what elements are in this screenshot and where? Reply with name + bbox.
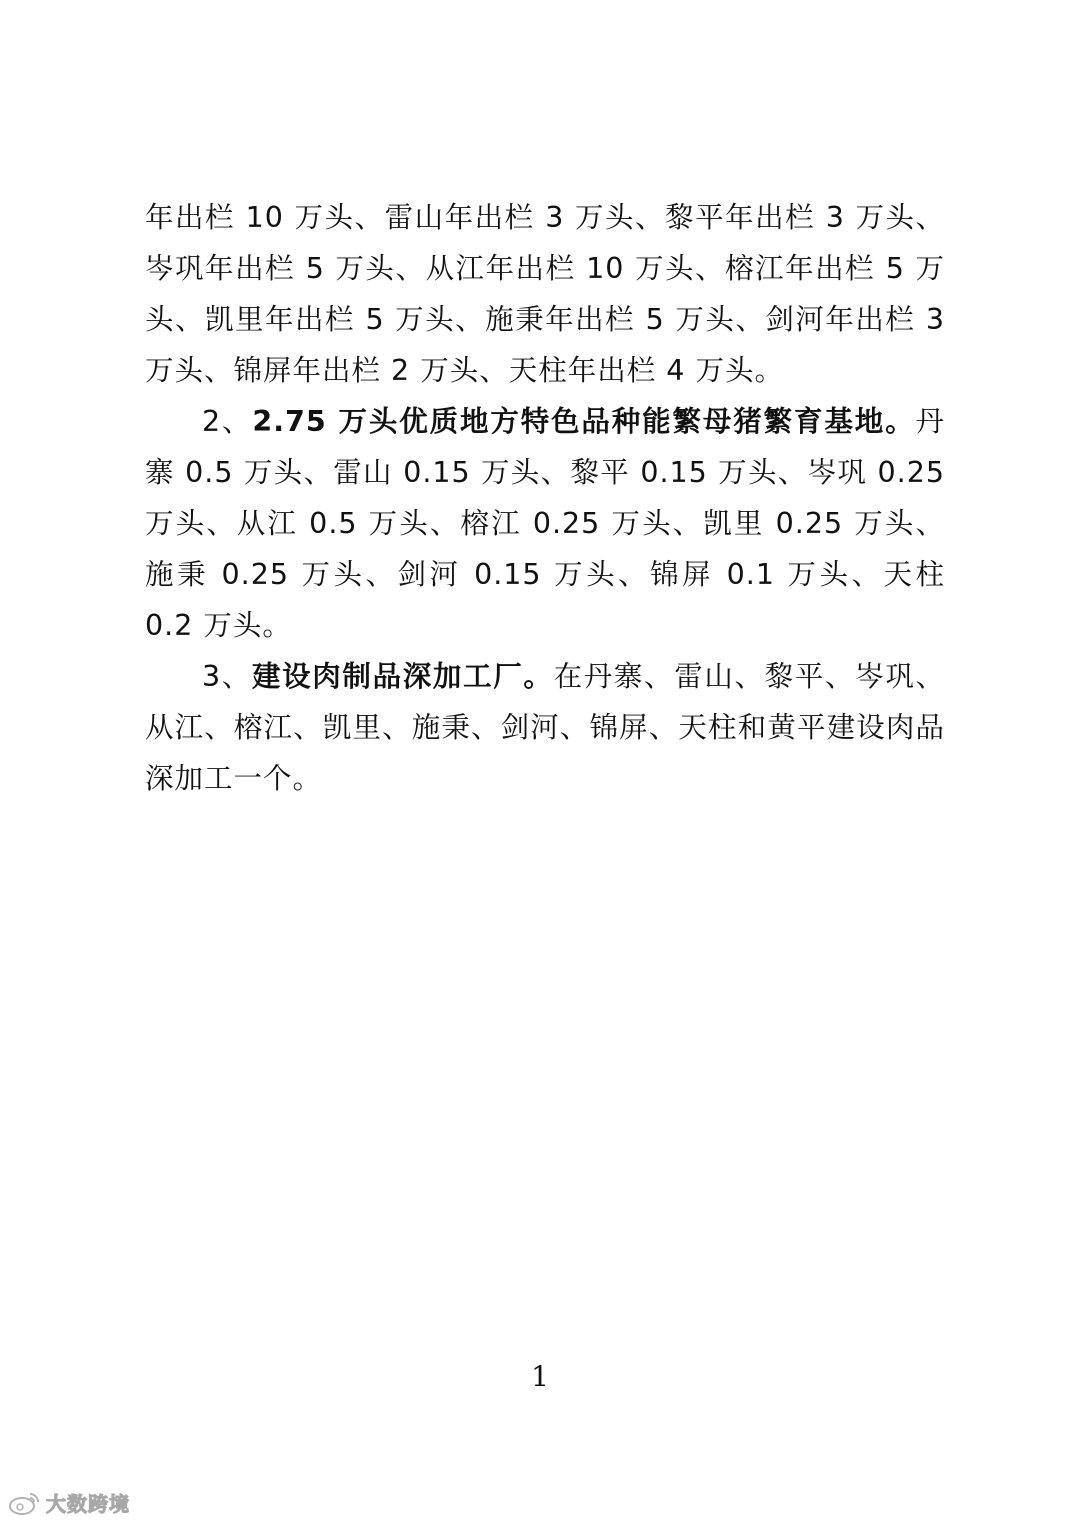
paragraph-lead-number: 3、 xyxy=(202,660,252,693)
paragraph-text: 年出栏 10 万头、雷山年出栏 3 万头、黎平年出栏 3 万头、岑巩年出栏 5 万头、从江年出栏 10 万头、榕江年出栏 5 万头、凯里年出栏 5 万头、施秉年出栏 5 万头、剑河年出栏 3 万头、锦屏年出栏 2 万头、天柱年出栏 4 万头。 xyxy=(145,201,945,387)
paragraph-breeding-base xyxy=(145,396,945,651)
paragraph-heading: 2.75 万头优质地方特色品种能繁母猪繁育基地。 xyxy=(252,405,916,438)
watermark-text: 大数跨境 xyxy=(46,1492,130,1516)
weibo-logo-icon xyxy=(8,1490,42,1516)
paragraph-heading: 建设肉制品深加工厂。 xyxy=(251,660,554,693)
paragraph-lead-number: 2、 xyxy=(202,405,253,438)
paragraph-livestock-output xyxy=(145,192,945,396)
document-body xyxy=(145,192,945,804)
watermark xyxy=(8,1488,130,1517)
page-number: 1 xyxy=(531,1360,549,1393)
paragraph-text: 在丹寨、雷山、黎平、岑巩、从江、榕江、凯里、施秉、剑河、锦屏、天柱和黄平建设肉品深加工一个。 xyxy=(145,660,945,795)
paragraph-processing-plant xyxy=(145,651,945,804)
paragraph-text: 丹寨 0.5 万头、雷山 0.15 万头、黎平 0.15 万头、岑巩 0.25 万头、从江 0.5 万头、榕江 0.25 万头、凯里 0.25 万头、施秉 0.25 万头、剑河 0.15 万头、锦屏 0.1 万头、天柱 0.2 万头。 xyxy=(145,405,945,642)
